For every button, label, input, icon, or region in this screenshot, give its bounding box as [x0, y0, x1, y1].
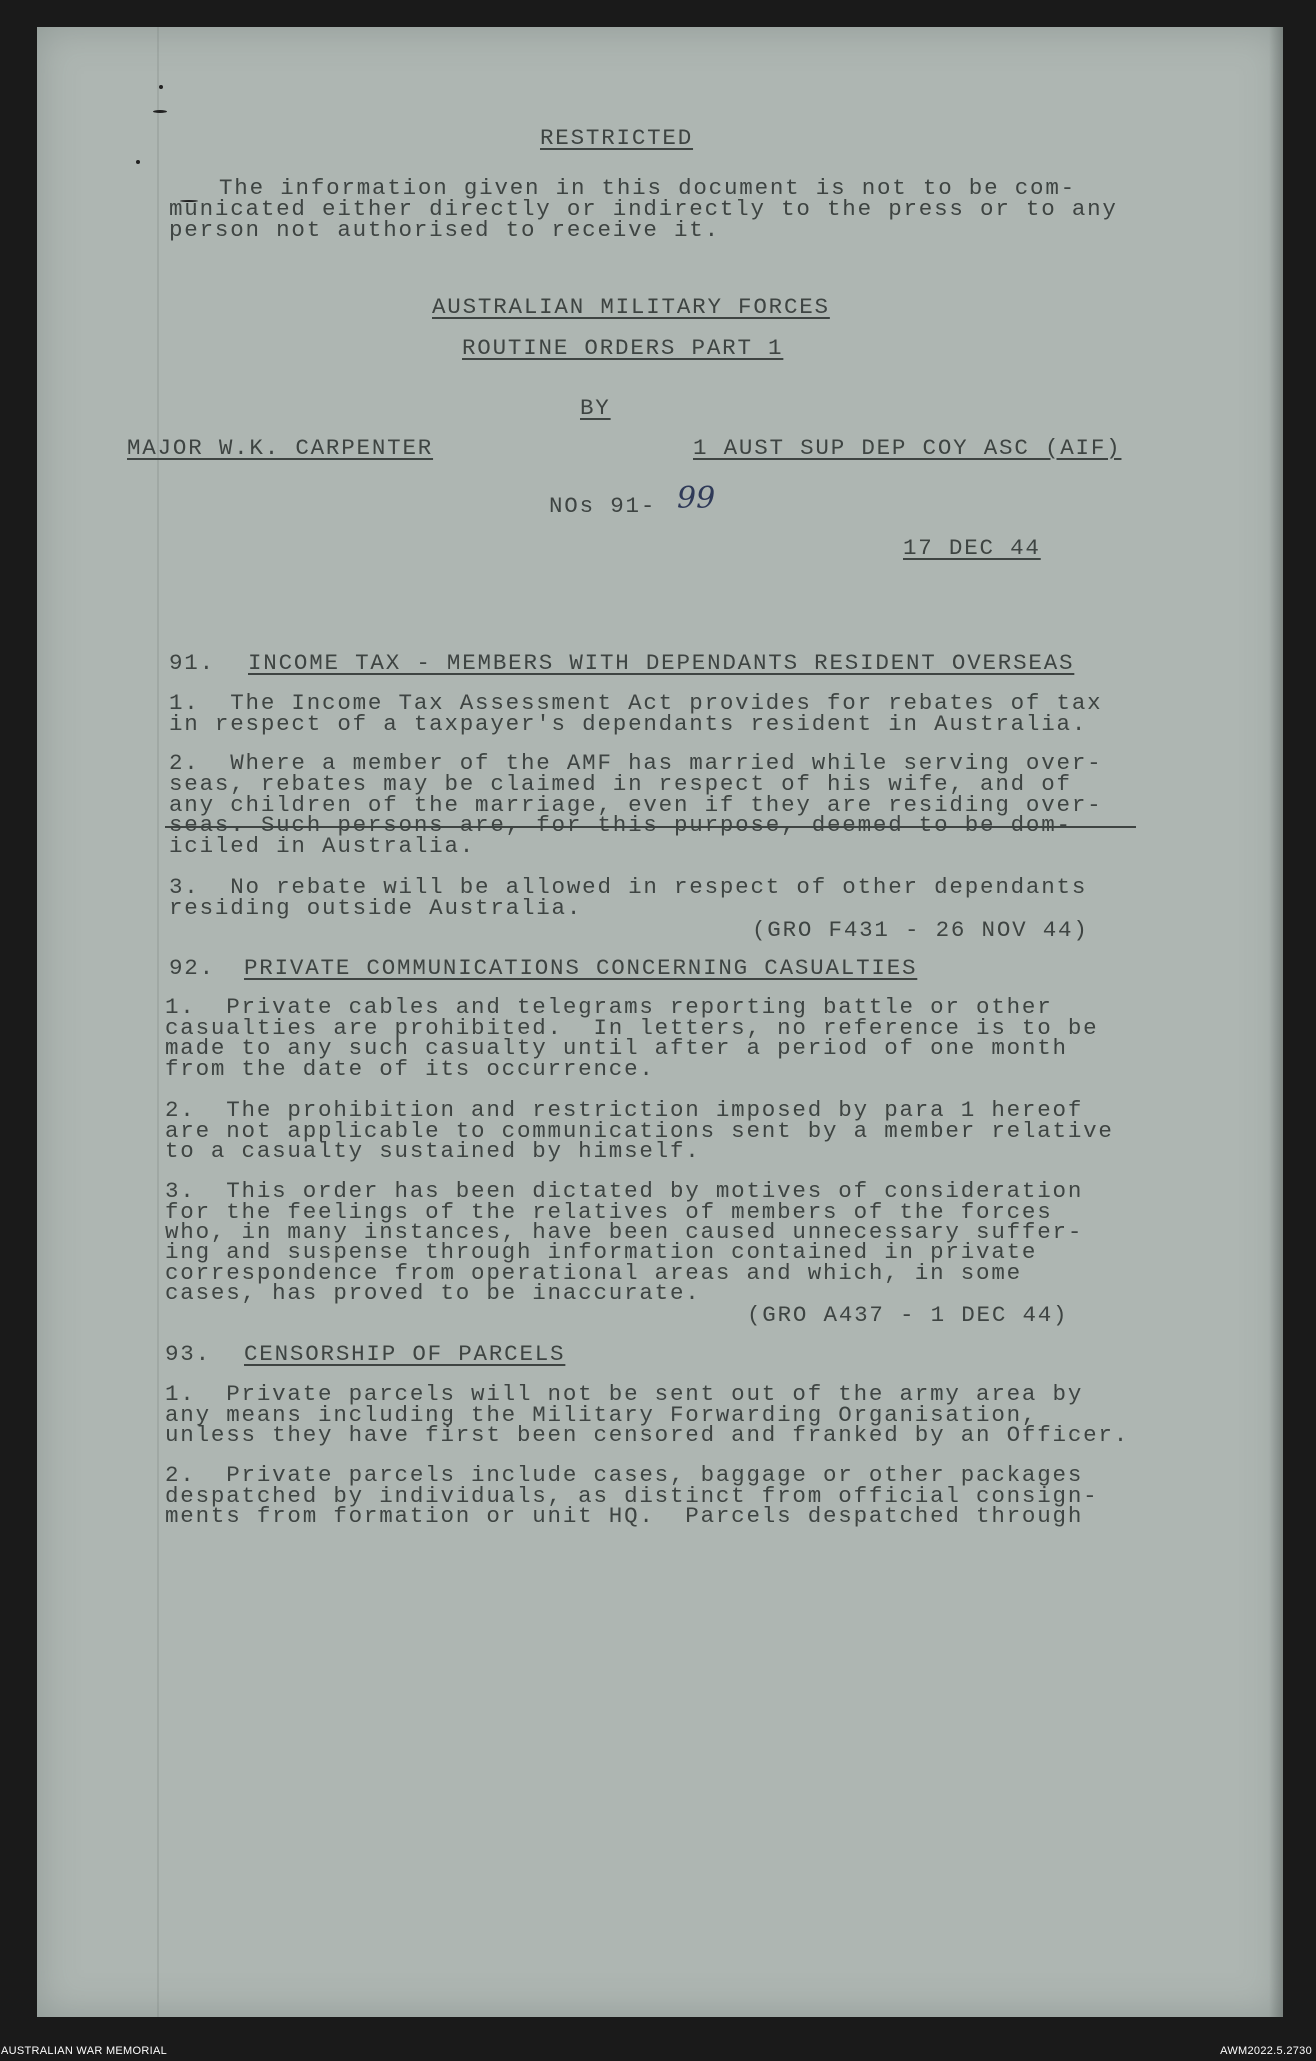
paragraph-line: cases, has proved to be inaccurate. [165, 1280, 701, 1306]
officer-name: MAJOR W.K. CARPENTER [127, 435, 434, 461]
ink-mark [136, 160, 140, 164]
order-date: 17 DEC 44 [903, 535, 1041, 561]
order-heading: PRIVATE COMMUNICATIONS CONCERNING CASUALTIES [244, 955, 918, 981]
paragraph-line: any means including the Military Forwarding Organisation, [165, 1402, 1038, 1428]
footer-right: AWM2022.5.2730 [1220, 2045, 1312, 2057]
organisation-title: AUSTRALIAN MILITARY FORCES [432, 294, 830, 320]
page-edge-shadow [1269, 27, 1283, 2017]
order-numbers: NOs 91- [549, 493, 657, 519]
ink-mark [159, 85, 163, 89]
classification-heading: RESTRICTED [540, 125, 694, 151]
document-title: ROUTINE ORDERS PART 1 [462, 335, 784, 361]
handwritten-number: 99 [677, 481, 716, 516]
paragraph-line: seas. Such persons are, for this purpose, deemed to be dom- [169, 812, 1072, 838]
paragraph-line: in respect of a taxpayer's dependants resident in Australia. [169, 711, 1088, 737]
paragraph-line: correspondence from operational areas and which, in some [165, 1260, 1022, 1286]
paragraph-line: ments from formation or unit HQ. Parcels despatched through [165, 1503, 1084, 1529]
paragraph-line: seas, rebates may be claimed in respect of his wife, and of [169, 771, 1072, 797]
paragraph-line: 1. The Income Tax Assessment Act provides for rebates of tax [169, 690, 1103, 716]
order-number: 93. [165, 1341, 211, 1367]
paragraph-line: to a casualty sustained by himself. [165, 1138, 701, 1164]
order-number: 92. [169, 955, 215, 981]
paragraph-line: residing outside Australia. [169, 895, 583, 921]
paragraph-line: 1. Private cables and telegrams reporting battle or other [165, 994, 1053, 1020]
document-page [37, 27, 1283, 2017]
paragraph-line: ing and suspense through information contained in private [165, 1239, 1038, 1265]
paragraph-line: 1. Private parcels will not be sent out of the army area by [165, 1381, 1084, 1407]
paragraph-line: 3. This order has been dictated by motives of consideration [165, 1178, 1084, 1204]
paper-fold-line [157, 27, 159, 2017]
paragraph-line: who, in many instances, have been caused unnecessary suffer- [165, 1219, 1084, 1245]
footer-left: AUSTRALIAN WAR MEMORIAL [1, 2045, 168, 2057]
notice-line: person not authorised to receive it. [169, 217, 720, 243]
paragraph-line: iciled in Australia. [169, 833, 476, 859]
paragraph-line: for the feelings of the relatives of members of the forces [165, 1199, 1053, 1225]
paragraph-line: 2. The prohibition and restriction imposed by para 1 hereof [165, 1097, 1084, 1123]
paragraph-line: casualties are prohibited. In letters, no reference is to be [165, 1015, 1099, 1041]
order-reference: (GRO F431 - 26 NOV 44) [752, 917, 1089, 943]
ink-mark [153, 110, 167, 113]
order-reference: (GRO A437 - 1 DEC 44) [747, 1302, 1069, 1328]
notice-line: municated either directly or indirectly to the press or to any [169, 196, 1118, 222]
unit-name: 1 AUST SUP DEP COY ASC (AIF) [693, 435, 1122, 461]
paragraph-line: 2. Private parcels include cases, baggage or other packages [165, 1462, 1084, 1488]
paragraph-line: 2. Where a member of the AMF has married while serving over- [169, 750, 1103, 776]
paragraph-line: from the date of its occurrence. [165, 1056, 655, 1082]
paragraph-line: 3. No rebate will be allowed in respect of other dependants [169, 874, 1088, 900]
paragraph-line: are not applicable to communications sent by a member relative [165, 1118, 1114, 1144]
paragraph-line: despatched by individuals, as distinct from official consign- [165, 1483, 1099, 1509]
order-heading: INCOME TAX - MEMBERS WITH DEPENDANTS RESIDENT OVERSEAS [248, 650, 1075, 676]
by-label: BY [580, 395, 611, 421]
paragraph-line: any children of the marriage, even if they are residing over- [169, 792, 1103, 818]
order-number: 91. [169, 650, 215, 676]
order-heading: CENSORSHIP OF PARCELS [244, 1341, 566, 1367]
paragraph-line: made to any such casualty until after a period of one month [165, 1035, 1068, 1061]
notice-line: The information given in this document is not to be com- [219, 175, 1076, 201]
paragraph-line: unless they have first been censored and franked by an Officer. [165, 1422, 1130, 1448]
